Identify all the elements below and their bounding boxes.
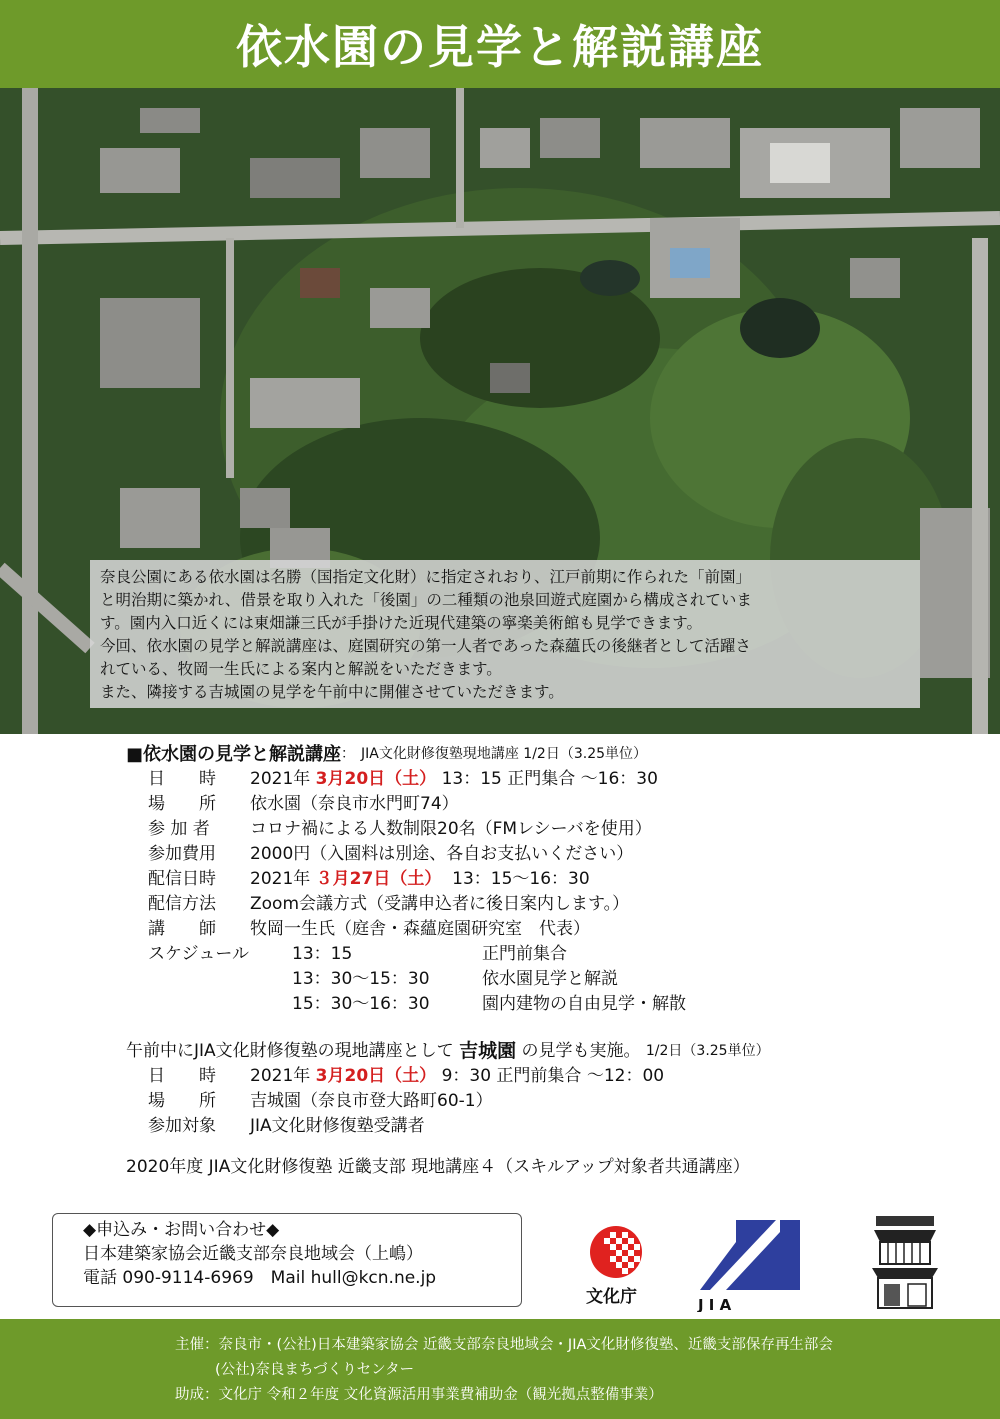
bunkacho-logo-icon <box>586 1222 656 1312</box>
place-value: 依水園（奈良市水門町74） <box>250 794 459 814</box>
schedule-row <box>126 942 946 967</box>
jia-text: J I A <box>698 1296 732 1312</box>
yoshiki-units: 1/2日（3.25単位） <box>645 1043 770 1059</box>
date-highlight: 3月20日（土） <box>315 769 437 789</box>
date-label: 日 時 <box>148 769 216 789</box>
intro-line: と明治期に築かれ、借景を取り入れた「後園」の二種類の池泉回遊式庭園から構成されていま <box>100 591 752 609</box>
event-details <box>126 742 946 1180</box>
fee-value: 2000円（入園料は別途、各自お支払いください） <box>250 844 634 864</box>
jia-logo-icon <box>696 1220 814 1312</box>
schedule-desc: 園内建物の自由見学・解散 <box>482 994 686 1014</box>
contact-org: 日本建築家協会近畿支部奈良地域会（上嶋） <box>83 1244 423 1264</box>
schedule-desc: 依水園見学と解説 <box>482 969 618 989</box>
intro-line: す。園内入口近くには東畑謙三氏が手掛けた近現代建築の寧楽美術館も見学できます。 <box>100 614 703 632</box>
schedule-row <box>126 992 946 1017</box>
footer-grant: 助成：文化庁 令和２年度 文化資源活用事業費補助金（観光拠点整備事業） <box>175 1387 663 1403</box>
place-label: 場 所 <box>148 794 216 814</box>
stream-date-row <box>126 867 946 892</box>
section-heading <box>126 742 946 767</box>
date-row <box>126 767 946 792</box>
machiya-illustration <box>872 1212 938 1310</box>
yoshiki-date-year: 2021年 <box>250 1066 311 1086</box>
yoshiki-target-label: 参加対象 <box>148 1116 216 1136</box>
lecturer-row <box>126 917 946 942</box>
yoshiki-date-row <box>126 1064 946 1089</box>
yoshiki-date-label: 日 時 <box>148 1066 216 1086</box>
schedule-time: 15：30～16：30 <box>292 994 430 1014</box>
fee-label: 参加費用 <box>148 844 216 864</box>
section-subtitle: JIA文化財修復塾現地講座 1/2日（3.25単位） <box>361 746 648 762</box>
yoshiki-date-time: 9：30 正門前集合 ～12：00 <box>441 1066 665 1086</box>
schedule-time: 13：30～15：30 <box>292 969 430 989</box>
fee-row <box>126 842 946 867</box>
jia-logo <box>696 1220 814 1312</box>
program-note <box>126 1155 946 1180</box>
intro-line: 奈良公園にある依水園は名勝（国指定文化財）に指定されおり、江戸前期に作られた「前園」 <box>100 568 752 586</box>
lecturer-label: 講 師 <box>148 919 216 939</box>
yoshiki-date-highlight: 3月20日（土） <box>315 1066 437 1086</box>
stream-date-year: 2021年 <box>250 869 311 889</box>
lecturer-value: 牧岡一生氏（庭舎・森蘊庭園研究室 代表） <box>250 919 590 939</box>
schedule-desc: 正門前集合 <box>482 944 567 964</box>
stream-date-time: 13：15～16：30 <box>452 869 590 889</box>
stream-date-highlight: ３月27日（土） <box>315 869 442 889</box>
stream-method-value: Zoom会議方式（受講申込者に後日案内します。） <box>250 894 630 914</box>
contact-tel-mail: 電話 090-9114-6969 Mail hull@kcn.ne.jp <box>83 1268 437 1288</box>
yoshiki-heading <box>126 1039 946 1064</box>
yoshiki-target-value: JIA文化財修復塾受講者 <box>250 1116 425 1136</box>
page-title: 依水園の見学と解説講座 <box>236 20 764 74</box>
yoshiki-garden-name: 吉城園 <box>459 1040 517 1062</box>
participants-value: コロナ禍による人数制限20名（FMレシーバを使用） <box>250 819 652 839</box>
yoshiki-place-label: 場 所 <box>148 1091 216 1111</box>
participants-row <box>126 817 946 842</box>
intro-line: れている、牧岡一生氏による案内と解説をいただきます。 <box>100 660 502 678</box>
yoshiki-place-value: 吉城園（奈良市登大路町60-1） <box>250 1091 493 1111</box>
yoshiki-target-row <box>126 1114 946 1139</box>
stream-method-label: 配信方法 <box>148 894 216 914</box>
contact-box <box>52 1213 522 1307</box>
intro-line: また、隣接する吉城園の見学を午前中に開催させていただきます。 <box>100 683 564 701</box>
contact-title: ◆申込み・お問い合わせ◆ <box>83 1220 280 1240</box>
section-title-separator: ： <box>341 746 356 762</box>
footer-banner <box>0 1319 1000 1419</box>
yoshiki-intro: 午前中にJIA文化財修復塾の現地講座として <box>126 1041 454 1061</box>
yoshiki-place-row <box>126 1089 946 1114</box>
yoshiki-intro-end: の見学も実施。 <box>521 1041 641 1061</box>
schedule-time: 13：15 <box>292 944 353 964</box>
stream-method-row <box>126 892 946 917</box>
title-banner <box>0 0 1000 88</box>
date-year: 2021年 <box>250 769 311 789</box>
date-time: 13：15 正門集合 ～16：30 <box>441 769 658 789</box>
stream-date-label: 配信日時 <box>148 869 216 889</box>
intro-text-box <box>90 560 920 708</box>
footer-organizers-cont: (公社)奈良まちづくりセンター <box>215 1362 415 1378</box>
footer-organizers: 主催：奈良市・(公社)日本建築家協会 近畿支部奈良地域会・JIA文化財修復塾、近畿支部保存再生部会 <box>175 1337 833 1353</box>
schedule-label: スケジュール <box>148 944 249 964</box>
machiya-house-icon <box>872 1212 938 1310</box>
participants-label: 参 加 者 <box>148 819 210 839</box>
schedule-row <box>126 967 946 992</box>
section-title: ■依水園の見学と解説講座 <box>126 744 342 765</box>
bunkacho-text: 文化庁 <box>586 1287 637 1307</box>
place-row <box>126 792 946 817</box>
bunkacho-logo <box>586 1222 656 1312</box>
intro-line: 今回、依水園の見学と解説講座は、庭園研究の第一人者であった森蘊氏の後継者として活躍さ <box>100 637 751 655</box>
program-note-text: 2020年度 JIA文化財修復塾 近畿支部 現地講座４（スキルアップ対象者共通講座） <box>126 1157 750 1177</box>
